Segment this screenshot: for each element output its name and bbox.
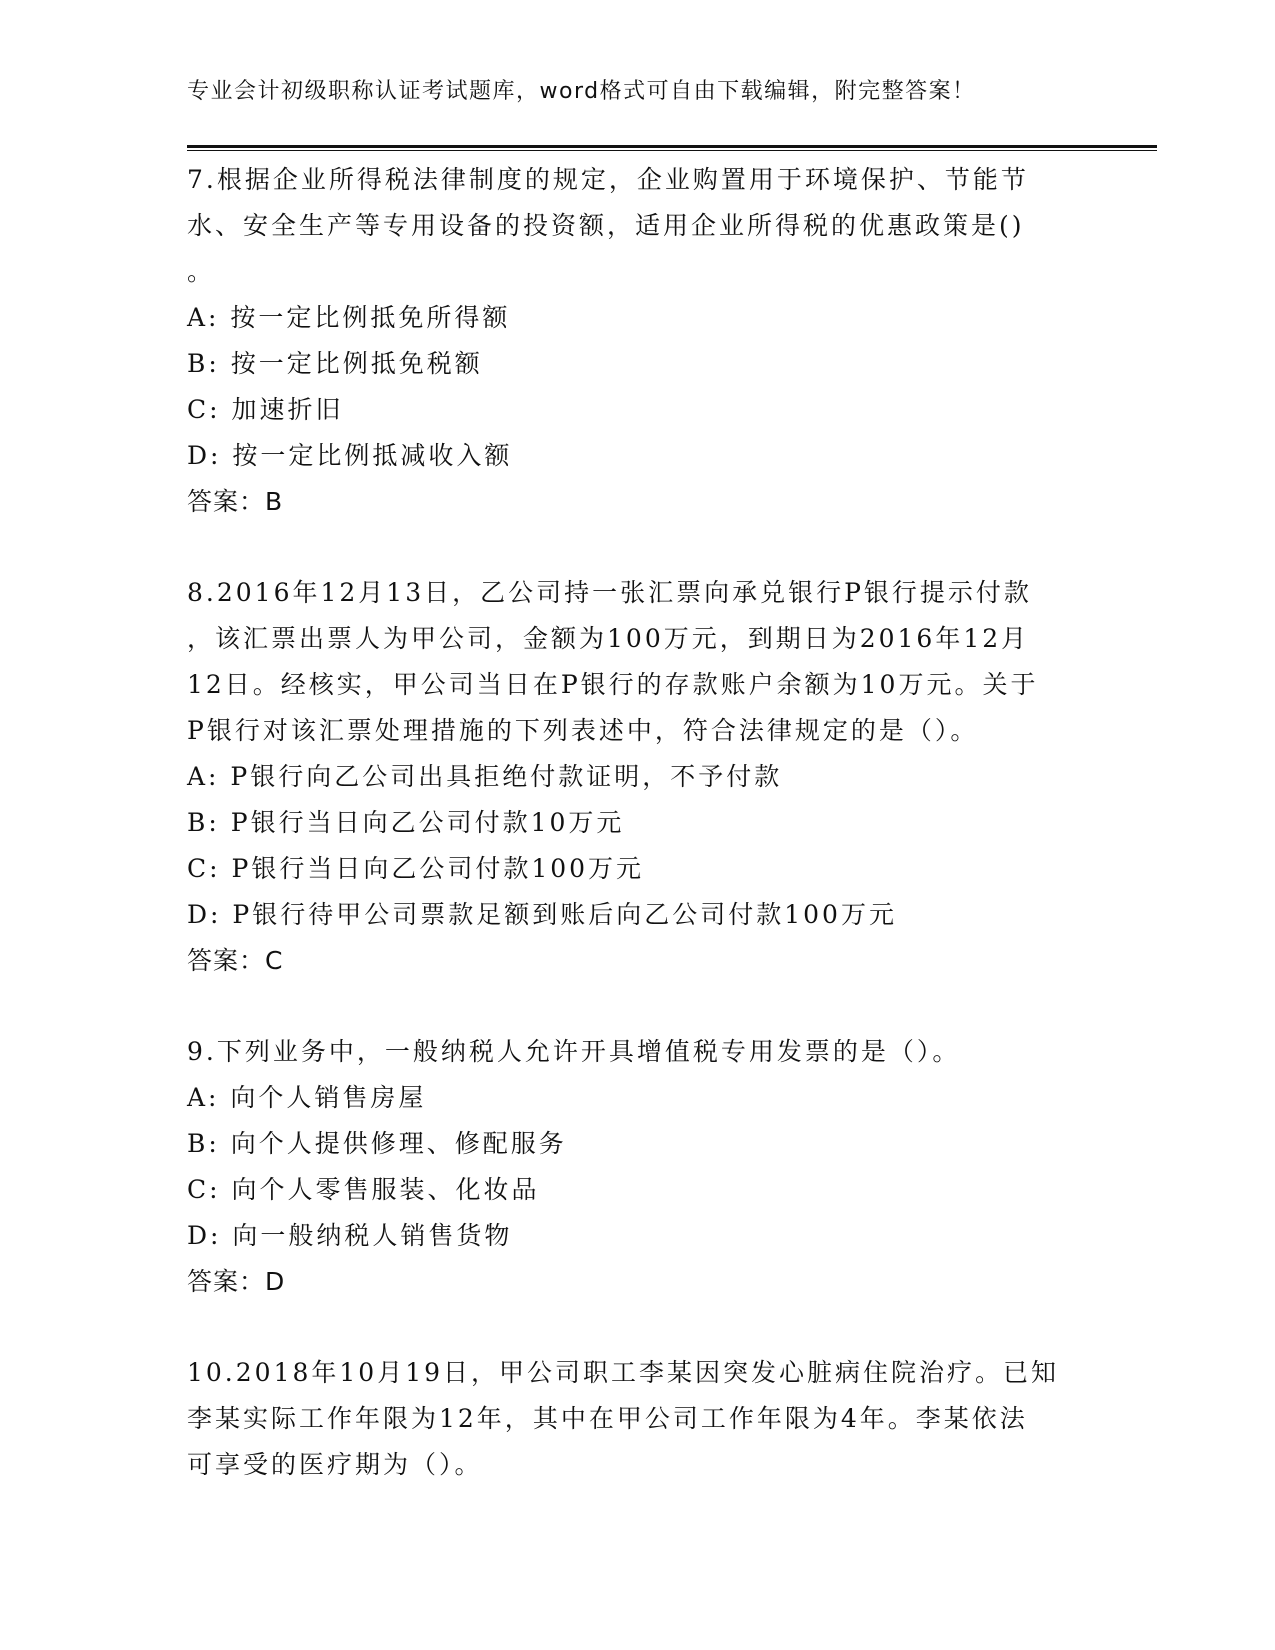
question-stem-line: 水、安全生产等专用设备的投资额，适用企业所得税的优惠政策是() [187,211,1025,240]
option-d: D: P银行待甲公司票款足额到账后向乙公司付款100万元 [187,900,897,929]
answer-line: 答案：D [187,1267,286,1296]
option-b: B: 按一定比例抵免税额 [187,349,483,378]
option-c: C: 向个人零售服装、化妆品 [187,1175,540,1204]
question-stem-line: 李某实际工作年限为12年，其中在甲公司工作年限为4年。李某依法 [187,1404,1028,1433]
question-10 [187,1350,1107,1488]
option-a: A: 按一定比例抵免所得额 [187,303,511,332]
question-stem-line: 可享受的医疗期为（）。 [187,1450,483,1479]
option-d: D: 向一般纳税人销售货物 [187,1221,513,1250]
question-stem-line: 8.2016年12月13日，乙公司持一张汇票向承兑银行P银行提示付款 [187,578,1032,607]
option-d: D: 按一定比例抵减收入额 [187,441,513,470]
question-stem-line: 12日。经核实，甲公司当日在P银行的存款账户余额为10万元。关于 [187,670,1039,699]
question-stem-line: 。 [187,257,216,286]
header-rule-thick [187,145,1157,148]
question-7 [187,157,1107,525]
option-b: B: P银行当日向乙公司付款10万元 [187,808,625,837]
option-c: C: P银行当日向乙公司付款100万元 [187,854,645,883]
option-c: C: 加速折旧 [187,395,344,424]
question-stem-line: P银行对该汇票处理措施的下列表述中，符合法律规定的是（）。 [187,716,979,745]
question-9 [187,1029,1107,1305]
question-spacer [187,525,1107,570]
question-stem-line: 7.根据企业所得税法律制度的规定，企业购置用于环境保护、节能节 [187,165,1029,194]
page-header: 专业会计初级职称认证考试题库，word格式可自由下载编辑，附完整答案！ [187,79,976,104]
question-stem-line: 10.2018年10月19日，甲公司职工李某因突发心脏病住院治疗。已知 [187,1358,1060,1387]
answer-line: 答案：C [187,946,284,975]
question-spacer [187,984,1107,1029]
answer-line: 答案：B [187,487,284,516]
question-8 [187,570,1107,984]
header-rule-thin [187,150,1157,151]
question-stem-line: ，该汇票出票人为甲公司，金额为100万元，到期日为2016年12月 [187,624,1030,653]
option-a: A: 向个人销售房屋 [187,1083,427,1112]
question-spacer [187,1305,1107,1350]
question-stem-line: 9.下列业务中，一般纳税人允许开具增值税专用发票的是（）。 [187,1037,961,1066]
option-b: B: 向个人提供修理、修配服务 [187,1129,567,1158]
question-list [187,157,1107,1488]
option-a: A: P银行向乙公司出具拒绝付款证明，不予付款 [187,762,783,791]
